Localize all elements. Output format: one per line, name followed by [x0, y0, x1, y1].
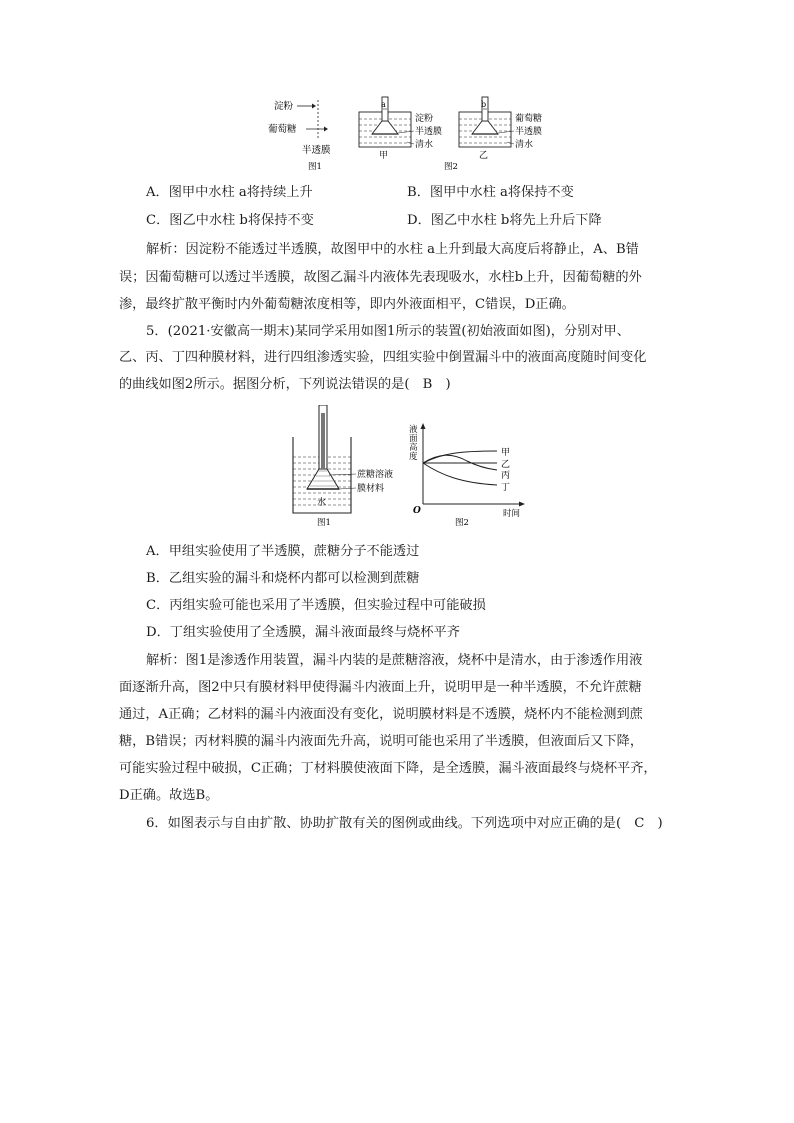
yi-name: 乙	[479, 151, 489, 161]
yi-label-water: 清水	[515, 140, 534, 150]
top-fig2-yi	[459, 97, 542, 161]
q5-option-b: B．乙组实验的漏斗和烧杯内都可以检测到蔗糖	[146, 571, 420, 586]
q5-fig2-label-bing: 丙	[501, 471, 511, 481]
q4-analysis-line-3: 渗，最终扩散平衡时内外葡萄糖浓度相等，即内外液面相平，C错误，D正确。	[119, 297, 575, 312]
yi-label-membrane: 半透膜	[515, 127, 543, 137]
q5-option-d: D．丁组实验使用了全透膜，漏斗液面最终与烧杯平齐	[146, 625, 460, 640]
q5-fig2-label-ding: 丁	[501, 483, 511, 493]
q5-fig1-label-water: 水	[317, 498, 327, 508]
q5-analysis-line-4: 糖，B错误；丙材料膜的漏斗内液面先升高，说明可能也采用了半透膜，但液面后又下降，	[119, 734, 643, 749]
fig1-label-membrane: 半透膜	[302, 145, 331, 156]
q5-stem-line-2: 乙、丙、丁四种膜材料，进行四组渗透实验，四组实验中倒置漏斗中的液面高度随时间变化	[119, 350, 647, 365]
fig1-label-starch: 淀粉	[274, 101, 294, 112]
q6-stem: 6．如图表示与自由扩散、协助扩散有关的图例或曲线。下列选项中对应正确的是( C )	[146, 816, 663, 831]
q5-analysis-line-6: D正确。故选B。	[119, 788, 219, 803]
q5-fig1-label-membrane: 膜材料	[357, 484, 385, 494]
q4-option-b: B．图甲中水柱 a将保持不变	[407, 185, 574, 200]
q4-option-a: A．图甲中水柱 a将持续上升	[146, 185, 313, 200]
curve-ding	[423, 463, 497, 485]
top-figure	[262, 95, 562, 175]
q5-figure	[285, 405, 545, 530]
q5-stem-line-1: 5．(2021·安徽高一期末)某同学采用如图1所示的装置(初始液面如图)，分别对甲、	[146, 324, 630, 339]
q5-fig1-caption: 图1	[317, 518, 331, 528]
q5-fig2-xlabel: 时间	[503, 509, 521, 519]
q5-option-a: A．甲组实验使用了半透膜，蔗糖分子不能透过	[146, 544, 420, 559]
q5-fig1-label-solution: 蔗糖溶液	[357, 470, 394, 480]
q5-fig2-label-jia: 甲	[501, 448, 511, 458]
q4-analysis-line-2: 误；因葡萄糖可以透过半透膜，故图乙漏斗内液体先表现吸水，水柱b上升，因葡萄糖的外	[119, 270, 642, 285]
q5-analysis-line-1: 解析：图1是渗透作用装置，漏斗内装的是蔗糖溶液，烧杯中是清水，由于渗透作用液	[146, 653, 643, 668]
yi-label-glucose: 葡萄糖	[515, 114, 543, 124]
q5-option-c: C．丙组实验可能也采用了半透膜，但实验过程中可能破损	[146, 598, 486, 613]
q4-option-d: D．图乙中水柱 b将先上升后下降	[407, 213, 602, 228]
jia-label-water: 清水	[415, 140, 434, 150]
q5-analysis-line-3: 通过，A正确；乙材料的漏斗内液面没有变化，说明膜材料是不透膜，烧杯内不能检测到蔗	[119, 707, 643, 722]
q5-fig2-origin: O	[413, 506, 421, 516]
q5-fig1	[293, 405, 393, 528]
fig1-label-glucose: 葡萄糖	[268, 124, 297, 135]
top-fig1	[268, 100, 331, 172]
jia-name: 甲	[379, 151, 389, 161]
q4-analysis-line-1: 解析：因淀粉不能透过半透膜，故图甲中的水柱 a上升到最大高度后将静止，A、B错	[146, 242, 639, 257]
q5-fig2-caption: 图2	[455, 518, 469, 528]
fig2-caption: 图2	[444, 162, 458, 172]
q5-fig2-ylabel-1: 液	[409, 425, 418, 435]
jia-label-membrane: 半透膜	[415, 127, 443, 137]
q5-fig2	[409, 423, 525, 528]
jia-label-starch: 淀粉	[415, 114, 434, 124]
q5-fig2-ylabel-2: 面	[409, 434, 418, 444]
marker-b: b	[481, 100, 487, 109]
fig1-caption: 图1	[308, 162, 322, 172]
q5-fig2-ylabel-4: 度	[409, 452, 418, 462]
top-fig2-jia	[359, 97, 442, 161]
q5-analysis-line-5: 可能实验过程中破损，C正确；丁材料膜使液面下降，是全透膜，漏斗液面最终与烧杯平齐，	[119, 761, 657, 776]
curve-jia	[423, 451, 497, 463]
q5-stem-line-3: 的曲线如图2所示。据图分析，下列说法错误的是( B )	[119, 377, 451, 392]
marker-a: a	[381, 100, 386, 109]
q4-option-c: C．图乙中水柱 b将保持不变	[146, 213, 314, 228]
q5-analysis-line-2: 面逐渐升高，图2中只有膜材料甲使得漏斗内液面上升，说明甲是一种半透膜，不允许蔗糖	[119, 680, 642, 695]
q5-fig2-ylabel-3: 高	[409, 443, 418, 453]
q5-fig2-label-yi: 乙	[501, 460, 511, 470]
